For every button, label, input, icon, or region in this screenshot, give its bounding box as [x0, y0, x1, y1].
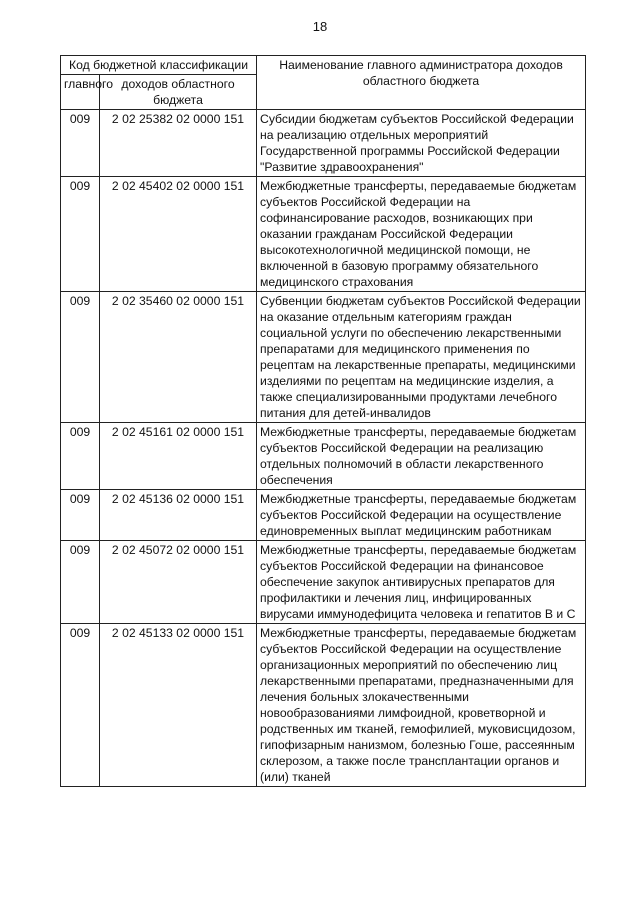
main-code-cell: 009 [61, 541, 100, 624]
administrator-name-cell: Межбюджетные трансферты, передаваемые бюджетам субъектов Российской Федерации на финансовое обеспечение закупок антивирусных препаратов для профилактики и лечения лиц, инфицированных вирусами иммунодефицита человека и гепатитов B и C [257, 541, 586, 624]
main-code-cell: 009 [61, 423, 100, 490]
header-administrator-name: Наименование главного администратора доходов областного бюджета [257, 56, 586, 110]
income-code-cell: 2 02 35460 02 0000 151 [100, 292, 257, 423]
income-code-cell: 2 02 25382 02 0000 151 [100, 110, 257, 177]
table-row [61, 490, 586, 541]
main-code-cell: 009 [61, 624, 100, 787]
main-code-cell: 009 [61, 110, 100, 177]
administrator-name-cell: Субсидии бюджетам субъектов Российской Федерации на реализацию отдельных мероприятий Государственной программы Российской Федерации "Развитие здравоохранения" [257, 110, 586, 177]
income-code-cell: 2 02 45402 02 0000 151 [100, 177, 257, 292]
income-code-cell: 2 02 45072 02 0000 151 [100, 541, 257, 624]
main-code-cell: 009 [61, 292, 100, 423]
administrator-name-cell: Межбюджетные трансферты, передаваемые бюджетам субъектов Российской Федерации на реализацию отдельных полномочий в области лекарственного обеспечения [257, 423, 586, 490]
income-code-cell: 2 02 45136 02 0000 151 [100, 490, 257, 541]
administrator-name-cell: Межбюджетные трансферты, передаваемые бюджетам субъектов Российской Федерации на софинансирование расходов, возникающих при оказании гражданам Российской Федерации высокотехнологичной медицинской помощи, не включенной в базовую программу обязательного медицинского страхования [257, 177, 586, 292]
header-income-code: доходов областного бюджета [100, 75, 257, 110]
main-code-cell: 009 [61, 490, 100, 541]
table-body [61, 110, 586, 787]
administrator-name-cell: Межбюджетные трансферты, передаваемые бюджетам субъектов Российской Федерации на осуществление единовременных выплат медицинским работникам [257, 490, 586, 541]
table-row [61, 110, 586, 177]
table-row [61, 292, 586, 423]
table-row [61, 423, 586, 490]
income-code-cell: 2 02 45161 02 0000 151 [100, 423, 257, 490]
table-row [61, 624, 586, 787]
administrator-name-cell: Межбюджетные трансферты, передаваемые бюджетам субъектов Российской Федерации на осуществление организационных мероприятий по обеспечению лиц лекарственными препаратами, предназначенными для лечения больных злокачественными новообразованиями лимфоидной, кроветворной и родственных им тканей, гемофилией, муковисцидозом, гипофизарным нанизмом, болезнью Гоше, рассеянным склерозом, а также после трансплантации органов и (или) тканей [257, 624, 586, 787]
header-classification-code: Код бюджетной классификации [61, 56, 257, 75]
administrator-name-cell: Субвенции бюджетам субъектов Российской Федерации на оказание отдельным категориям граждан социальной услуги по обеспечению лекарственными препаратами для медицинского применения по рецептам на лекарственные препараты, медицинскими изделиями по рецептам на медицинские изделия, а также специализированными продуктами лечебного питания для детей-инвалидов [257, 292, 586, 423]
table-row [61, 177, 586, 292]
income-code-cell: 2 02 45133 02 0000 151 [100, 624, 257, 787]
table-row [61, 541, 586, 624]
table-header [61, 56, 586, 110]
header-main-code: главного [61, 75, 100, 110]
page-number: 18 [312, 19, 328, 34]
budget-classification-table [60, 55, 586, 787]
main-code-cell: 009 [61, 177, 100, 292]
